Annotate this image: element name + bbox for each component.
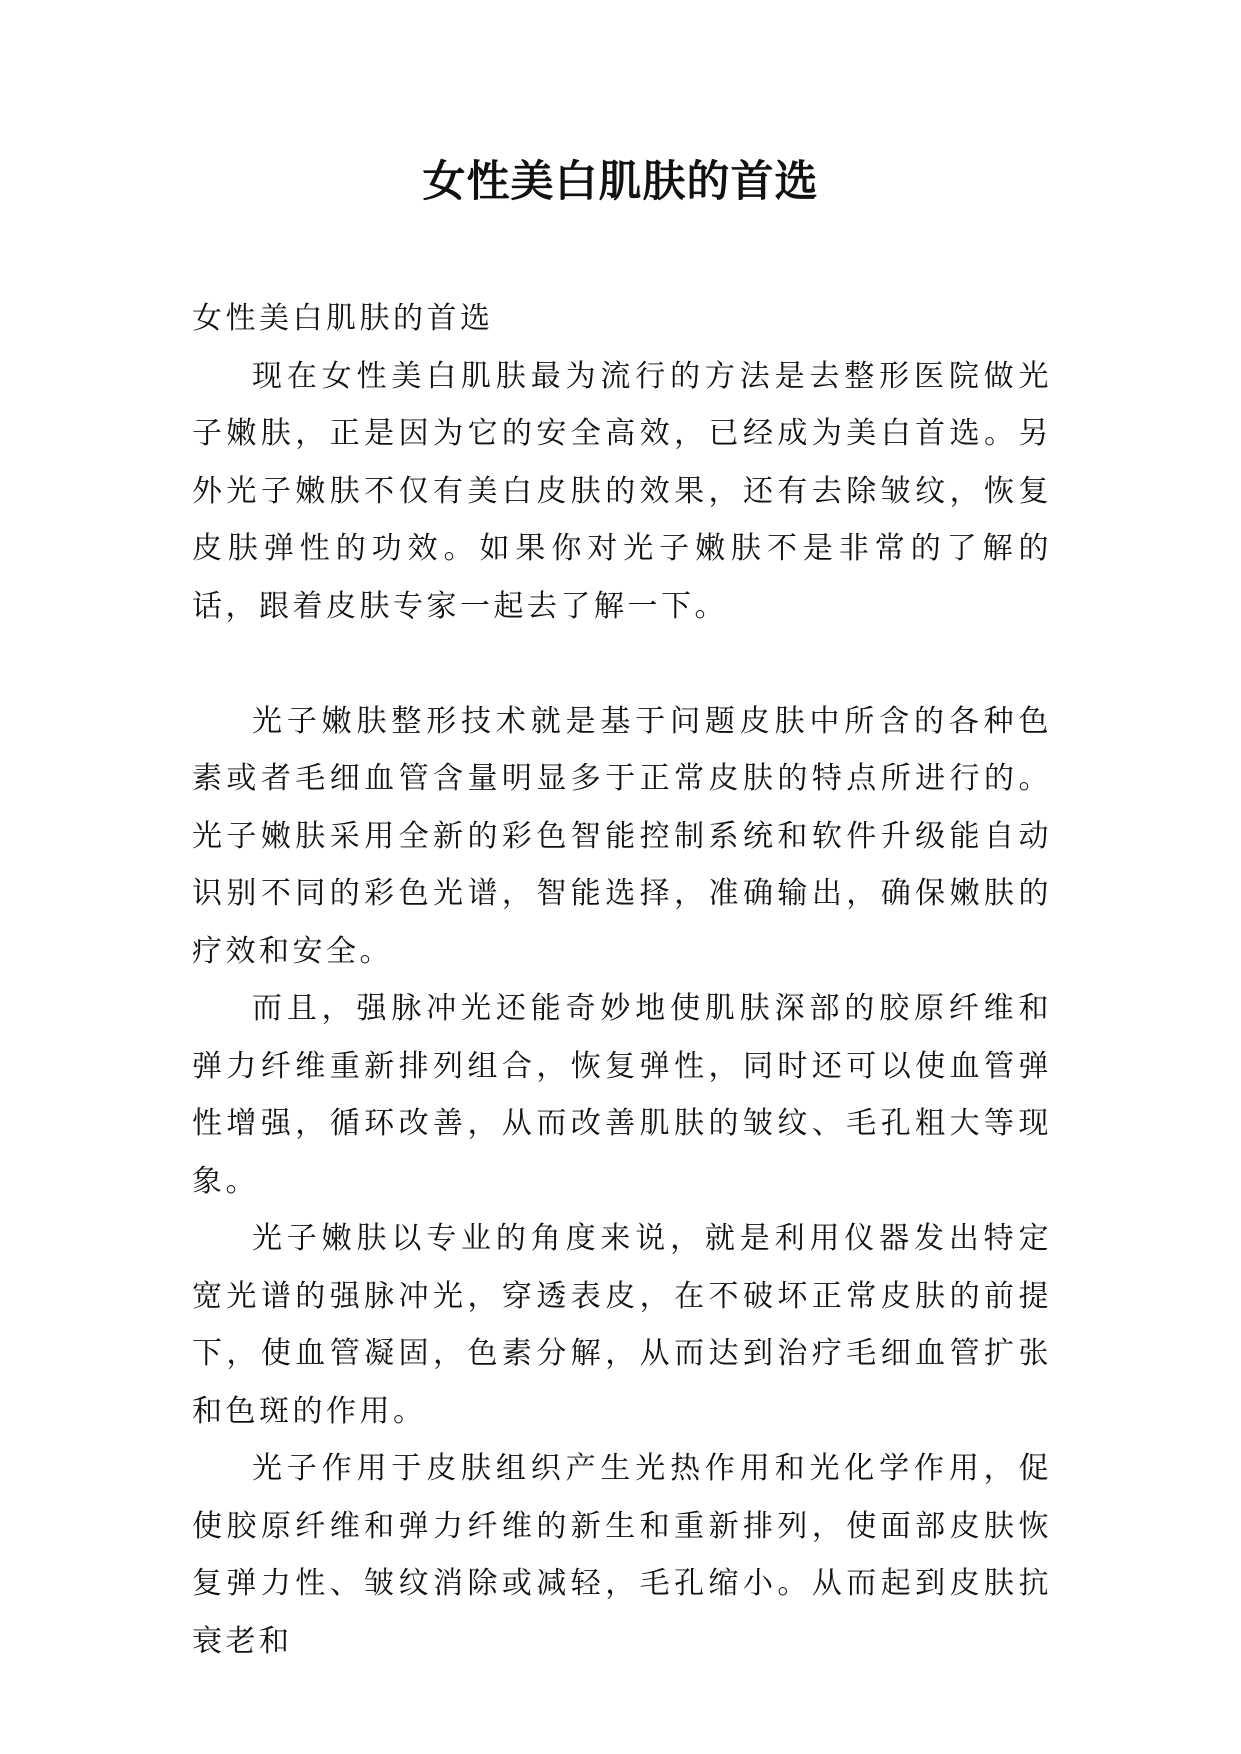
document-title: 女性美白肌肤的首选: [422, 157, 819, 207]
paragraph: 光子嫩肤整形技术就是基于问题皮肤中所含的各种色素或者毛细血管含量明显多于正常皮肤的特点所进行的。光子嫩肤采用全新的彩色智能控制系统和软件升级能自动识别不同的彩色光谱，智能选择，准确输出，确保嫩肤的疗效和安全。: [192, 703, 1052, 969]
blank-line: [192, 635, 1052, 693]
document-subtitle: 女性美白肌肤的首选: [192, 301, 494, 336]
paragraph: 光子嫩肤以专业的角度来说，就是利用仪器发出特定宽光谱的强脉冲光，穿透表皮，在不破坏正常皮肤的前提下，使血管凝固，色素分解，从而达到治疗毛细血管扩张和色斑的作用。: [192, 1221, 1052, 1429]
paragraph: 光子作用于皮肤组织产生光热作用和光化学作用，促使胶原纤维和弹力纤维的新生和重新排列，使面部皮肤恢复弹力性、皱纹消除或减轻，毛孔缩小。从而起到皮肤抗衰老和: [192, 1451, 1052, 1659]
paragraph: 而且，强脉冲光还能奇妙地使肌肤深部的胶原纤维和弹力纤维重新排列组合，恢复弹性，同时还可以使血管弹性增强，循环改善，从而改善肌肤的皱纹、毛孔粗大等现象。: [192, 991, 1052, 1199]
document-body: [192, 290, 1052, 1670]
paragraph: 现在女性美白肌肤最为流行的方法是去整形医院做光子嫩肤，正是因为它的安全高效，已经成为美白首选。另外光子嫩肤不仅有美白皮肤的效果，还有去除皱纹，恢复皮肤弹性的功效。如果你对光子嫩肤不是非常的了解的话，跟着皮肤专家一起去了解一下。: [192, 358, 1052, 624]
